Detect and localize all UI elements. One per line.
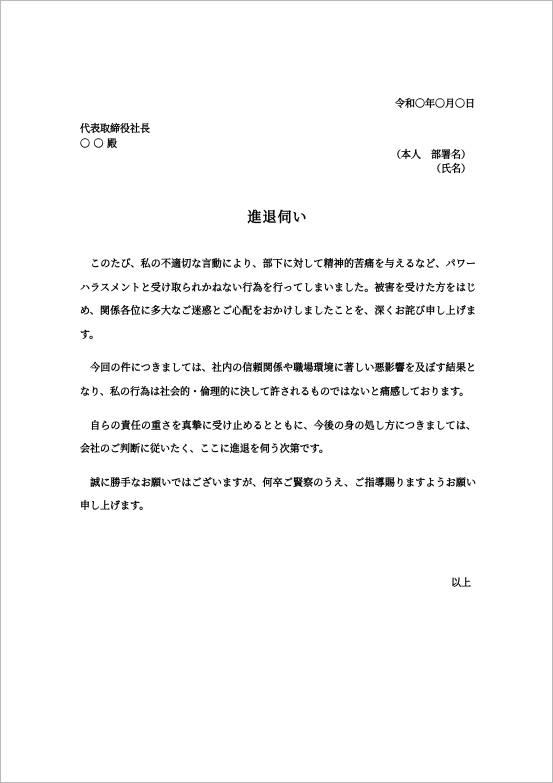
sender-department: （本人 部署名） — [391, 150, 471, 161]
sender-name: （氏名） — [431, 164, 471, 175]
sender-block — [391, 149, 471, 177]
closing-text: 以上 — [451, 578, 471, 589]
body-paragraph-4: 誠に勝手なお願いではございますが、何卒ご賢察のうえ、ご指導賜りますようお願い申し上げます。 — [80, 477, 476, 513]
document-body — [80, 253, 476, 529]
recipient-name: 〇 〇 殿 — [80, 139, 117, 150]
recipient-block — [80, 122, 150, 152]
body-paragraph-2: 今回の件につきましては、社内の信頼関係や職場環境に著しい悪影響を及ぼす結果となり、私の行為は社会的・倫理的に決して許されるものではないと痛感しております。 — [80, 363, 476, 398]
recipient-title: 代表取締役社長 — [80, 124, 150, 135]
body-paragraph-3: 自らの責任の重さを真摯に受け止めるとともに、今後の身の処し方につきましては、会社のご判断に従いたく、ここに進退を伺う次第です。 — [80, 420, 476, 456]
document-date: 令和〇年〇月〇日 — [395, 99, 475, 110]
body-paragraph-1: このたび、私の不適切な言動により、部下に対して精神的苦痛を与えるなど、パワーハラスメントと受け取られかねない行為を行ってしまいました。被害を受けた方をはじめ、関係各位に多大なご迷惑とご心配をおかけしましたことを、深くお詫び申し上げます。 — [80, 259, 476, 341]
document-title: 進退伺い — [247, 210, 308, 226]
